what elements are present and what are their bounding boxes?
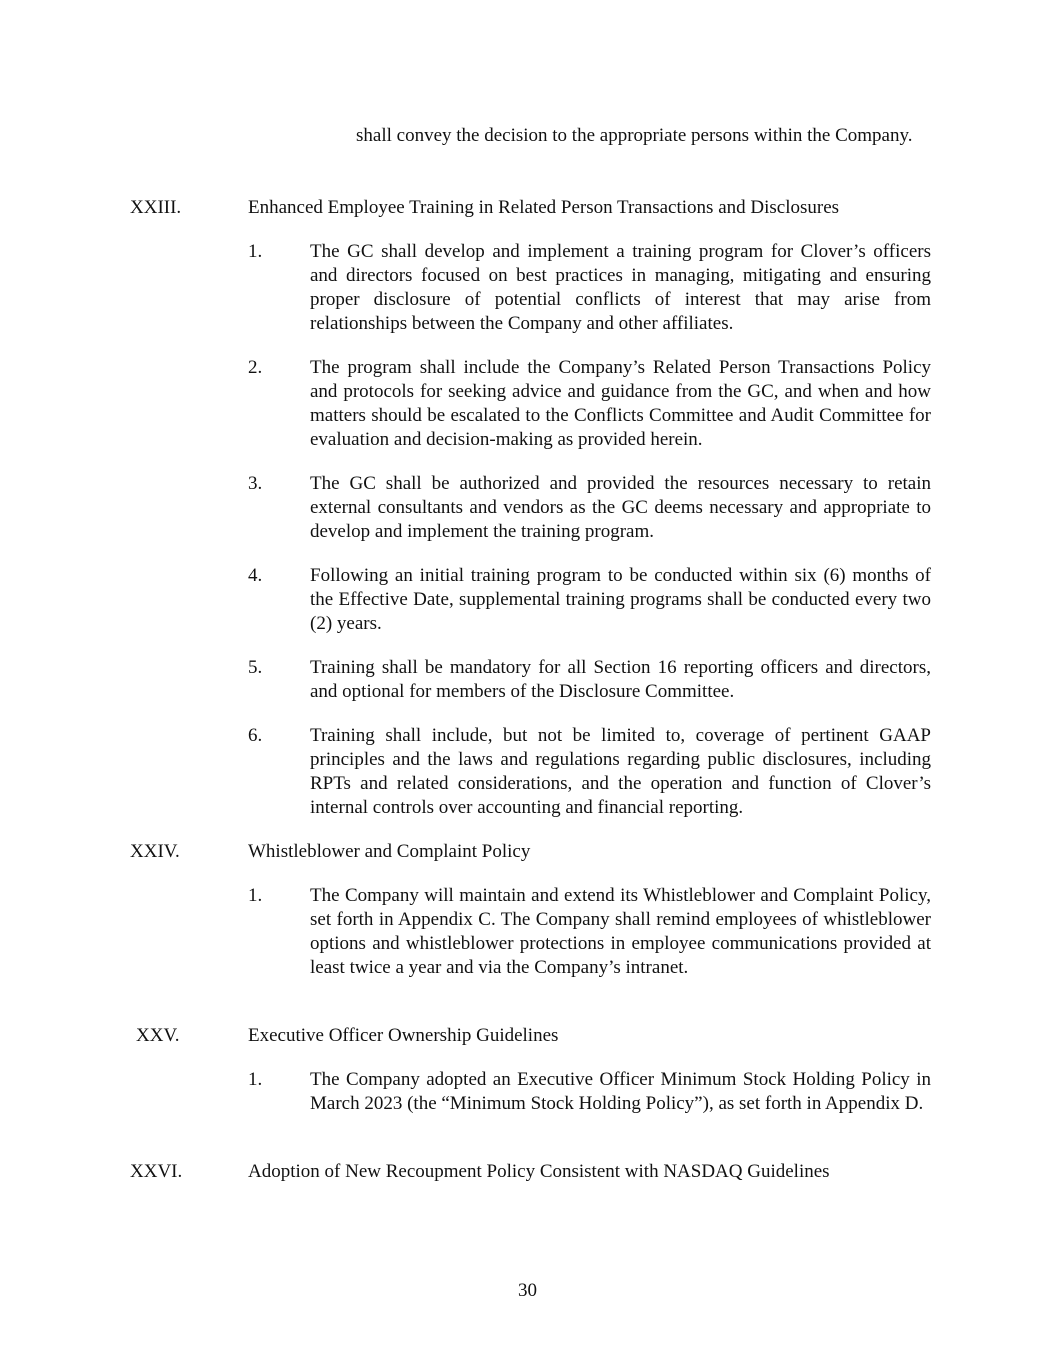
section-number: XXIII. bbox=[130, 197, 182, 218]
section-number: XXIV. bbox=[130, 841, 180, 862]
list-item-number: 6. bbox=[248, 725, 263, 746]
list-item-text: The Company will maintain and extend its Whistleblower and Complaint Policy, set forth in Appendix C. The Company shall remind employees of whistleblower options and whistleblower protections in employee communications provided at least twice a year and via the Company’s intranet. bbox=[310, 885, 931, 978]
list-item-text: The GC shall develop and implement a training program for Clover’s officers and directors focused on best practices in managing, mitigating and ensuring proper disclosure of potential conflicts of interest that may arise from relationships between the Company and other affiliates. bbox=[310, 241, 931, 334]
section-title: Whistleblower and Complaint Policy bbox=[248, 841, 531, 862]
list-item-number: 2. bbox=[248, 357, 263, 378]
list-item-text: The GC shall be authorized and provided the resources necessary to retain external consultants and vendors as the GC deems necessary and appropriate to develop and implement the training program. bbox=[310, 473, 931, 542]
list-item-text: The program shall include the Company’s Related Person Transactions Policy and protocols for seeking advice and guidance from the GC, and when and how matters should be escalated to the Conflicts Committee and Audit Committee for evaluation and decision-making as provided herein. bbox=[310, 357, 931, 450]
list-item-number: 3. bbox=[248, 473, 263, 494]
continuation-paragraph: shall convey the decision to the appropriate persons within the Company. bbox=[356, 125, 913, 146]
list-item-number: 1. bbox=[248, 241, 263, 262]
list-item-text: Training shall include, but not be limited to, coverage of pertinent GAAP principles and the laws and regulations regarding public disclosures, including RPTs and related considerations, and the operation and function of Clover’s internal controls over accounting and financial reporting. bbox=[310, 725, 931, 818]
section-title: Adoption of New Recoupment Policy Consistent with NASDAQ Guidelines bbox=[248, 1161, 830, 1182]
section-number: XXVI. bbox=[130, 1161, 183, 1182]
section-title: Enhanced Employee Training in Related Person Transactions and Disclosures bbox=[248, 197, 840, 218]
list-item-number: 1. bbox=[248, 1069, 263, 1090]
section-title: Executive Officer Ownership Guidelines bbox=[248, 1025, 559, 1046]
list-item-number: 4. bbox=[248, 565, 263, 586]
section-number: XXV. bbox=[136, 1025, 180, 1046]
page-number: 30 bbox=[518, 1280, 537, 1301]
list-item-text: The Company adopted an Executive Officer Minimum Stock Holding Policy in March 2023 (the “Minimum Stock Holding Policy”), as set forth in Appendix D. bbox=[310, 1069, 931, 1114]
list-item-text: Following an initial training program to be conducted within six (6) months of the Effective Date, supplemental training programs shall be conducted every two (2) years. bbox=[310, 565, 931, 634]
list-item-number: 5. bbox=[248, 657, 263, 678]
list-item-text: Training shall be mandatory for all Section 16 reporting officers and directors, and optional for members of the Disclosure Committee. bbox=[310, 657, 931, 702]
list-item-number: 1. bbox=[248, 885, 263, 906]
